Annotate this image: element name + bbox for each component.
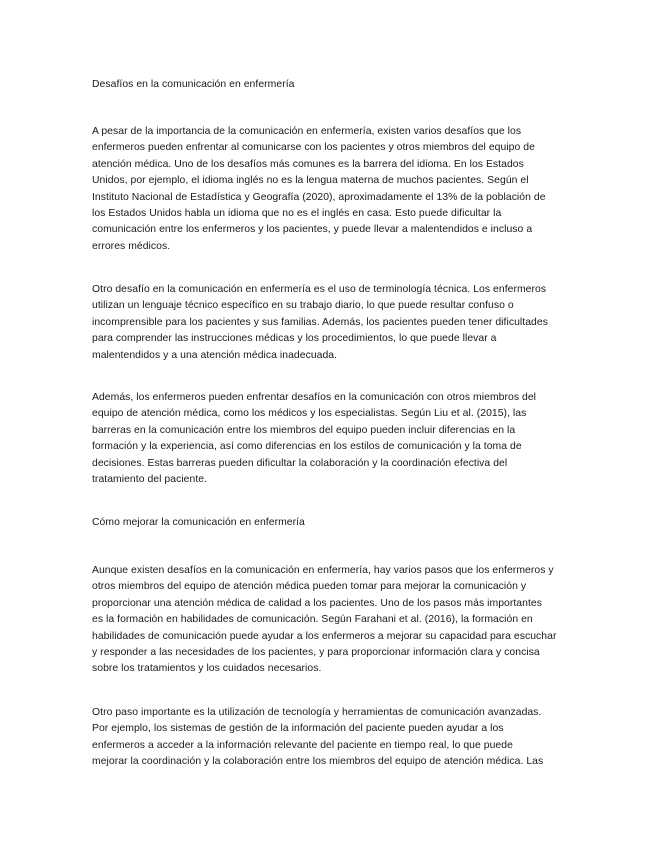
paragraph-team-communication xyxy=(92,390,567,488)
paragraph-line: tratamiento del paciente. xyxy=(92,473,208,485)
section-heading-improvement: Cómo mejorar la comunicación en enfermería xyxy=(92,517,305,528)
paragraph-line: enfermeros a acceder a la información relevante del paciente en tiempo real, lo que puede xyxy=(92,739,513,751)
paragraph-line: comunicación entre los enfermeros y los pacientes, y puede llevar a malentendidos e incluso a xyxy=(92,224,533,236)
paragraph-line: Aunque existen desafíos en la comunicación en enfermería, hay varios pasos que los enfermeros y xyxy=(92,565,554,576)
paragraph-line: equipo de atención médica, como los médicos y los especialistas. Según Liu et al. (2015), las xyxy=(92,408,527,420)
paragraph-line: utilizan un lenguaje técnico específico en su trabajo diario, lo que puede resultar confuso o xyxy=(92,300,514,312)
paragraph-line: barreras en la comunicación entre los miembros del equipo pueden incluir diferencias en la xyxy=(92,424,516,436)
paragraph-line: los Estados Unidos habla un idioma que no es el inglés en casa. Esto puede dificultar la xyxy=(92,207,502,219)
paragraph-language-barrier xyxy=(92,124,567,255)
paragraph-line: Otro desafío en la comunicación en enfermería es el uso de terminología técnica. Los enfermeros xyxy=(92,284,547,295)
paragraph-line: decisiones. Estas barreras pueden dificultar la colaboración y la coordinación efectiva del xyxy=(92,457,508,469)
paragraph-line: y responder a las necesidades de los pacientes, y para proporcionar información clara y concisa xyxy=(92,646,540,658)
paragraph-line: otros miembros del equipo de atención médica pueden tomar para mejorar la comunicación y xyxy=(92,581,527,593)
paragraph-technical-terminology xyxy=(92,282,567,364)
paragraph-line: A pesar de la importancia de la comunicación en enfermería, existen varios desafíos que los xyxy=(92,126,522,137)
paragraph-technology-tools xyxy=(92,705,567,771)
paragraph-line: incomprensible para los pacientes y sus familias. Además, los pacientes pueden tener dificultades xyxy=(92,316,548,328)
paragraph-line: errores médicos. xyxy=(92,240,171,252)
paragraph-line: para comprender las instrucciones médicas y los procedimientos, lo que puede llevar a xyxy=(92,333,497,345)
paragraph-line: Por ejemplo, los sistemas de gestión de la información del paciente pueden ayudar a los xyxy=(92,723,504,735)
paragraph-line: mejorar la coordinación y la colaboración entre los miembros del equipo de atención médica. Las xyxy=(92,756,544,768)
paragraph-line: sobre los tratamientos y los cuidados necesarios. xyxy=(92,663,322,675)
paragraph-line: atención médica. Uno de los desafíos más comunes es la barrera del idioma. En los Estados xyxy=(92,158,524,170)
paragraph-line: Además, los enfermeros pueden enfrentar desafíos en la comunicación con otros miembros del xyxy=(92,392,537,403)
paragraph-line: proporcionar una atención médica de calidad a los pacientes. Uno de los pasos más importantes xyxy=(92,597,542,609)
paragraph-line: enfermeros pueden enfrentar al comunicarse con los pacientes y otros miembros del equipo de xyxy=(92,142,535,154)
paragraph-line: malentendidos y a una atención médica inadecuada. xyxy=(92,349,338,361)
section-heading-challenges: Desafíos en la comunicación en enfermería xyxy=(92,79,295,90)
paragraph-line: Otro paso importante es la utilización de tecnología y herramientas de comunicación avanzadas. xyxy=(92,707,542,718)
paragraph-communication-training xyxy=(92,563,567,678)
paragraph-line: formación y la experiencia, así como diferencias en los estilos de comunicación y la toma de xyxy=(92,441,522,453)
paragraph-line: es la formación en habilidades de comunicación. Según Farahani et al. (2016), la formación en xyxy=(92,614,533,626)
paragraph-line: habilidades de comunicación puede ayudar a los enfermeros a mejorar su capacidad para escuchar xyxy=(92,630,557,642)
paragraph-line: Instituto Nacional de Estadística y Geografía (2020), aproximadamente el 13% de la población de xyxy=(92,191,546,203)
paragraph-line: Unidos, por ejemplo, el idioma inglés no es la lengua materna de muchos pacientes. Según el xyxy=(92,175,529,187)
